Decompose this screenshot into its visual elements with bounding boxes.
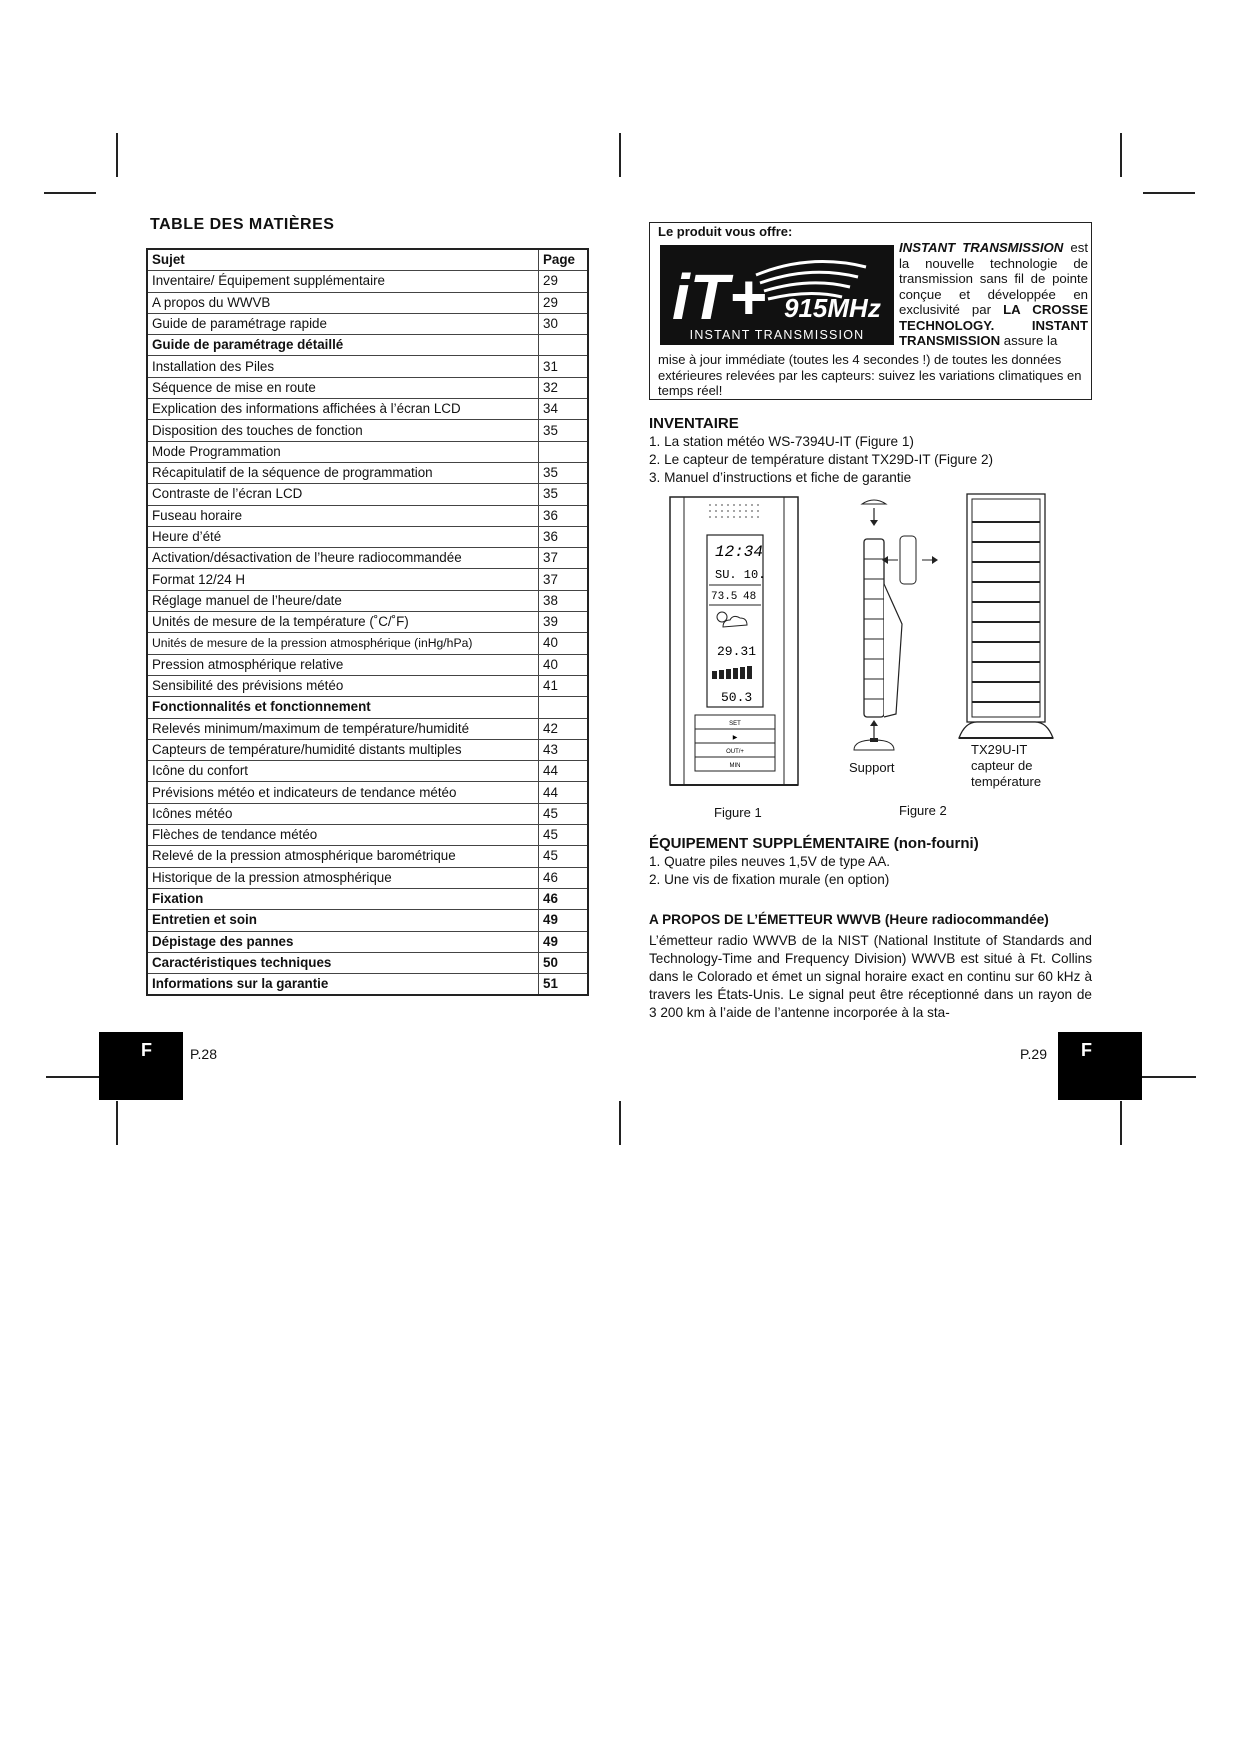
toc-row-page [539, 335, 589, 356]
toc-row [147, 952, 588, 973]
toc-row-page: 45 [539, 825, 589, 846]
toc-row-page: 37 [539, 548, 589, 569]
toc-row-page: 29 [539, 292, 589, 313]
toc-row-page: 40 [539, 654, 589, 675]
figure-2-caption: Figure 2 [899, 803, 947, 818]
toc-row-subject: Relevés minimum/maximum de température/humidité [147, 718, 539, 739]
toc-row [147, 867, 588, 888]
crop-mark [44, 192, 96, 194]
toc-row-page: 49 [539, 931, 589, 952]
toc-row [147, 697, 588, 718]
toc-row [147, 846, 588, 867]
offer-text-2: assure la [1000, 333, 1058, 348]
toc-row-page: 35 [539, 462, 589, 483]
toc-row [147, 484, 588, 505]
toc-row [147, 825, 588, 846]
lcd-indoor-temp: 73.5 [711, 591, 738, 603]
toc-row-subject: Séquence de mise en route [147, 377, 539, 398]
toc-row-page: 43 [539, 739, 589, 760]
toc-row-subject: Sensibilité des prévisions météo [147, 675, 539, 696]
toc-row-page: 36 [539, 505, 589, 526]
offer-brand-1: INSTANT TRANSMISSION [899, 240, 1064, 255]
crop-mark [619, 1101, 621, 1145]
logo-main-text: iT+ [672, 261, 767, 333]
battery-cover [900, 536, 916, 584]
signal-wave [760, 272, 858, 283]
page-number-left: P.28 [190, 1046, 217, 1062]
toc-row-page: 50 [539, 952, 589, 973]
figure-2-sensor-side [830, 494, 950, 759]
lcd-time: 12:34 [715, 543, 764, 561]
toc-row-page: 31 [539, 356, 589, 377]
forward-button-label: ▶ [732, 735, 738, 741]
arrow-right-icon-head [932, 556, 938, 564]
toc-row-subject: Guide de paramétrage détaillé [147, 335, 539, 356]
crop-mark [1120, 1101, 1122, 1145]
sensor-label-line: température [971, 774, 1042, 789]
toc-row-subject: Unités de mesure de la pression atmosphérique (inHg/hPa) [147, 633, 539, 654]
language-tab-letter: F [141, 1040, 152, 1060]
crop-mark [116, 133, 118, 177]
toc-row-subject: A propos du WWVB [147, 292, 539, 313]
toc-row [147, 313, 588, 334]
lcd-pressure: 29.31 [717, 644, 757, 659]
toc-row-subject: Caractéristiques techniques [147, 952, 539, 973]
toc-row-subject: Récapitulatif de la séquence de programmation [147, 462, 539, 483]
toc-row-subject: Informations sur la garantie [147, 974, 539, 996]
toc-row-page: 46 [539, 888, 589, 909]
support-label: Support [849, 760, 895, 775]
wwvb-paragraph: L’émetteur radio WWVB de la NIST (National Institute of Standards and Technology-Time and Frequency Division) WWVB est situé à Ft. Collins dans le Colorado et émet un signal horaire exact en continu sur 60 kHz à travers les États-Unis. Le signal peut être réceptionné dans un rayon de 3 200 km à l’aide de l’antenne incorporée à la sta- [649, 933, 1092, 1020]
logo-frequency-text: 915MHz [784, 293, 881, 323]
inventory-item: 2. Le capteur de température distant TX29D-IT (Figure 2) [649, 452, 994, 467]
toc-row-page: 44 [539, 761, 589, 782]
toc-row-page: 29 [539, 271, 589, 292]
support-stand-slot [870, 738, 878, 742]
arrow-down-icon-head [870, 520, 878, 526]
toc-row [147, 761, 588, 782]
toc-row [147, 675, 588, 696]
toc-row [147, 782, 588, 803]
toc-row-subject: Activation/désactivation de l’heure radiocommandée [147, 548, 539, 569]
toc-row-subject: Inventaire/ Équipement supplémentaire [147, 271, 539, 292]
toc-row [147, 526, 588, 547]
sensor-profile [864, 539, 884, 717]
set-button-label: SET [729, 721, 741, 727]
signal-wave [764, 283, 850, 291]
toc-row-subject: Fixation [147, 888, 539, 909]
toc-row-subject: Prévisions météo et indicateurs de tendance météo [147, 782, 539, 803]
inventory-item: 3. Manuel d’instructions et fiche de garantie [649, 470, 912, 485]
toc-row [147, 569, 588, 590]
toc-row-page [539, 697, 589, 718]
sensor-housing [967, 494, 1045, 722]
toc-row-subject: Format 12/24 H [147, 569, 539, 590]
toc-row-page: 51 [539, 974, 589, 996]
it-plus-logo [660, 245, 894, 345]
sensor-label-line: capteur de [971, 758, 1033, 773]
figure-1-weather-station [665, 493, 805, 798]
toc-header-row [147, 249, 588, 271]
toc-row-page: 39 [539, 612, 589, 633]
toc-row-subject: Entretien et soin [147, 910, 539, 931]
toc-row-subject: Installation des Piles [147, 356, 539, 377]
toc-row-subject: Relevé de la pression atmosphérique barométrique [147, 846, 539, 867]
lcd-outdoor-temp: 50.3 [721, 690, 753, 705]
offer-heading: Le produit vous offre: [658, 224, 793, 239]
toc-row [147, 803, 588, 824]
toc-row-page: 36 [539, 526, 589, 547]
toc-row-page: 35 [539, 484, 589, 505]
toc-row-page: 46 [539, 867, 589, 888]
toc-row-subject: Icône du confort [147, 761, 539, 782]
toc-row-subject: Capteurs de température/humidité distants multiples [147, 739, 539, 760]
equipment-item: 2. Une vis de fixation murale (en option) [649, 872, 890, 887]
toc-row-subject: Unités de mesure de la température (˚C/˚F) [147, 612, 539, 633]
toc-row-page: 49 [539, 910, 589, 931]
toc-row [147, 654, 588, 675]
toc-row [147, 612, 588, 633]
sensor-stand [959, 722, 1053, 738]
toc-row-subject: Fonctionnalités et fonctionnement [147, 697, 539, 718]
toc-row-subject: Pression atmosphérique relative [147, 654, 539, 675]
min-button-label: MIN [729, 763, 741, 769]
toc-row [147, 356, 588, 377]
offer-brand-2: LA CROSSE TECHNOLOGY. INSTANT TRANSMISSION [899, 302, 1088, 348]
toc-row-subject: Historique de la pression atmosphérique [147, 867, 539, 888]
offer-text-1: est la nouvelle technologie de transmission sans fil de pointe conçue et développée en exclusivité par [899, 240, 1088, 317]
toc-row [147, 974, 588, 996]
toc-row [147, 739, 588, 760]
toc-row-page: 34 [539, 399, 589, 420]
toc-row [147, 505, 588, 526]
crop-mark [1142, 1076, 1196, 1078]
wwvb-heading: A PROPOS DE L’ÉMETTEUR WWVB (Heure radiocommandée) [649, 912, 1049, 927]
toc-row-subject: Contraste de l’écran LCD [147, 484, 539, 505]
toc-row-page: 45 [539, 846, 589, 867]
toc-row [147, 335, 588, 356]
toc-row [147, 292, 588, 313]
toc-row [147, 931, 588, 952]
wall-mount-top [862, 500, 886, 504]
toc-row [147, 420, 588, 441]
toc-row-subject: Réglage manuel de l’heure/date [147, 590, 539, 611]
offer-box [649, 222, 1092, 400]
logo-subtitle: INSTANT TRANSMISSION [689, 328, 865, 342]
toc-row-subject: Heure d’été [147, 526, 539, 547]
inventory-item: 1. La station météo WS-7394U-IT (Figure 1) [649, 434, 914, 449]
figure-2-sensor-front [955, 490, 1065, 745]
sensor-profile-back [884, 584, 902, 717]
toc-row-subject: Icônes météo [147, 803, 539, 824]
toc-row-subject: Disposition des touches de fonction [147, 420, 539, 441]
figure-1-caption: Figure 1 [714, 805, 762, 820]
language-tab-letter: F [1081, 1040, 1092, 1060]
toc-title: TABLE DES MATIÈRES [150, 216, 335, 233]
out-plus-button-label: OUT/+ [726, 749, 744, 755]
offer-continuation: mise à jour immédiate (toutes les 4 secondes !) de toutes les données extérieures relevées par les capteurs: suivez les variations climatiques en temps réel! [658, 352, 1082, 398]
toc-row-page: 41 [539, 675, 589, 696]
toc-row-page: 37 [539, 569, 589, 590]
toc-row-subject: Fuseau horaire [147, 505, 539, 526]
toc-row [147, 718, 588, 739]
crop-mark [46, 1076, 100, 1078]
toc-row [147, 377, 588, 398]
equipment-heading: ÉQUIPEMENT SUPPLÉMENTAIRE (non-fourni) [649, 835, 979, 852]
inventory-heading: INVENTAIRE [649, 415, 739, 432]
toc-row-page: 30 [539, 313, 589, 334]
sensor-label [971, 742, 1041, 790]
toc-row-page: 38 [539, 590, 589, 611]
lcd-humidity: 48 [743, 591, 757, 603]
arrow-up-icon-head [870, 720, 878, 726]
toc-row-subject: Mode Programmation [147, 441, 539, 462]
toc-row-page: 32 [539, 377, 589, 398]
offer-description [899, 240, 1088, 349]
toc-row-page: 44 [539, 782, 589, 803]
toc-row-subject: Flèches de tendance météo [147, 825, 539, 846]
toc-row-page: 42 [539, 718, 589, 739]
sensor-label-line: TX29U-IT [971, 742, 1028, 757]
crop-mark [1143, 192, 1195, 194]
toc-row [147, 548, 588, 569]
language-tab-left [99, 1032, 183, 1100]
toc-row-page: 35 [539, 420, 589, 441]
toc-row [147, 888, 588, 909]
toc-row-page: 40 [539, 633, 589, 654]
toc-table [146, 248, 589, 996]
toc-header-page: Page [539, 249, 589, 271]
toc-row-subject: Guide de paramétrage rapide [147, 313, 539, 334]
toc-row [147, 399, 588, 420]
toc-header-subject: Sujet [147, 249, 539, 271]
equipment-item: 1. Quatre piles neuves 1,5V de type AA. [649, 854, 891, 869]
toc-row [147, 910, 588, 931]
crop-mark [1120, 133, 1122, 177]
crop-mark [619, 133, 621, 177]
toc-row-subject: Explication des informations affichées à l’écran LCD [147, 399, 539, 420]
toc-row [147, 441, 588, 462]
toc-row-page [539, 441, 589, 462]
toc-row [147, 271, 588, 292]
lcd-date: SU. 10. [715, 568, 766, 582]
toc-row [147, 633, 588, 654]
crop-mark [116, 1101, 118, 1145]
language-tab-right [1058, 1032, 1142, 1100]
toc-row-subject: Dépistage des pannes [147, 931, 539, 952]
toc-row [147, 462, 588, 483]
toc-row [147, 590, 588, 611]
toc-row-page: 45 [539, 803, 589, 824]
page-number-right: P.29 [1020, 1046, 1047, 1062]
